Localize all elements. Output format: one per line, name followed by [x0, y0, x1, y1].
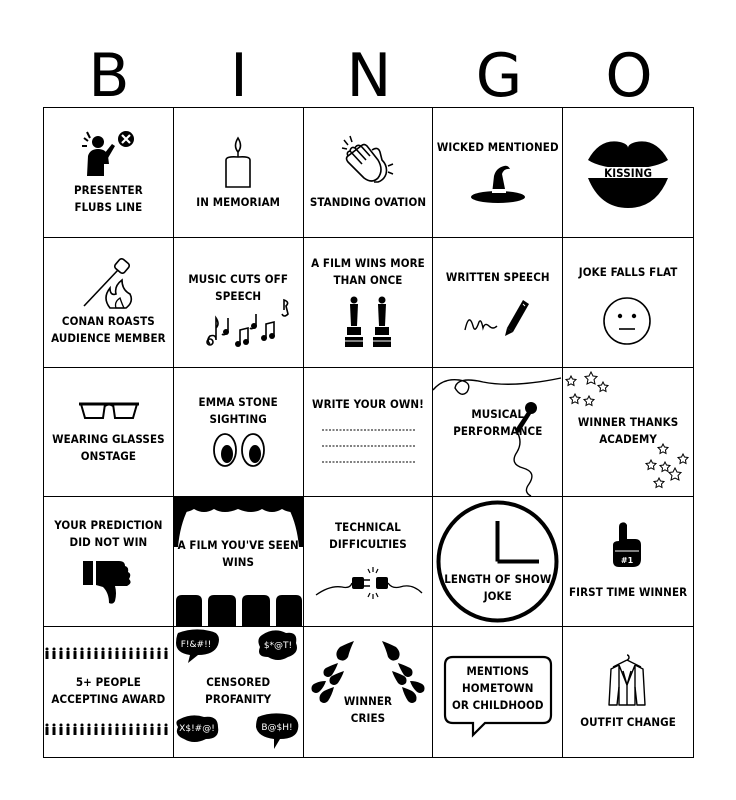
title-letter-i: I: [230, 41, 248, 111]
bingo-cell-technical-difficulties[interactable]: [304, 497, 434, 627]
cell-label: MUSICAL PERFORMANCE: [453, 406, 543, 438]
bingo-cell-censored-profanity[interactable]: [174, 627, 304, 757]
bingo-grid: [43, 107, 694, 758]
witch-hat-icon: [470, 166, 526, 206]
flub-icon: [82, 130, 134, 176]
bingo-cell-a-film-wins-more-than-once[interactable]: [304, 238, 434, 368]
cell-label: WICKED MENTIONED: [436, 140, 559, 154]
oscar-statues-icon: [340, 296, 396, 348]
pen-signature-icon: [463, 292, 533, 338]
bingo-cell-wearing-glasses-onstage[interactable]: [44, 368, 174, 498]
suit-jacket-icon: [607, 655, 647, 707]
bingo-cell-conan-roasts-audience-member[interactable]: [44, 238, 174, 368]
cell-label: MUSIC CUTS OFF SPEECH: [188, 271, 288, 303]
music-notes-icon: [204, 300, 294, 352]
neutral-face-icon: [602, 296, 652, 346]
title-letter-o: O: [605, 41, 653, 111]
cell-label: LENGTH OF SHOW JOKE: [444, 572, 552, 604]
bingo-title: [44, 41, 694, 111]
thumbs-down-icon: [83, 559, 135, 605]
cell-label: EMMA STONE SIGHTING: [198, 394, 278, 426]
cell-label: A FILM YOU'VE SEEN WINS: [177, 538, 299, 570]
cell-label: FIRST TIME WINNER: [569, 585, 688, 600]
bingo-cell-winner-thanks-academy[interactable]: [563, 368, 693, 498]
cell-label: 5+ PEOPLE ACCEPTING AWARD: [51, 675, 166, 707]
cell-label: YOUR PREDICTION DID NOT WIN: [54, 518, 163, 550]
cell-label: JOKE FALLS FLAT: [578, 264, 678, 279]
bingo-cell-standing-ovation[interactable]: [304, 108, 434, 238]
cell-label: WRITE YOUR OWN!: [312, 396, 424, 411]
title-letter-g: G: [475, 41, 523, 111]
bingo-cell-kissing[interactable]: [563, 108, 693, 238]
title-letter-n: N: [346, 41, 392, 111]
cell-label: STANDING OVATION: [309, 195, 427, 209]
bingo-cell-winner-cries[interactable]: [304, 627, 434, 757]
marshmallow-fire-icon: [82, 258, 138, 310]
unplugged-icon: [316, 565, 422, 601]
bingo-cell-written-speech[interactable]: [433, 238, 563, 368]
bingo-cell-length-of-show-joke[interactable]: [433, 497, 563, 627]
cell-label: MENTIONS HOMETOWN OR CHILDHOOD: [451, 664, 544, 713]
crowd-icon: [44, 647, 173, 659]
bubble-text: X$!#@!: [178, 724, 215, 735]
bingo-cell-write-your-own[interactable]: [304, 368, 434, 498]
cell-label: WRITTEN SPEECH: [445, 269, 550, 284]
candle-icon: [224, 136, 252, 190]
bubble-text: F!&#!!: [180, 640, 212, 651]
write-lines-icon: [320, 424, 418, 468]
bubble-text: $*@T!: [263, 641, 292, 652]
teardrops-icon: [304, 627, 433, 756]
cell-label: KISSING: [604, 166, 653, 180]
cell-label: WINNER THANKS ACADEMY: [577, 414, 679, 446]
bingo-cell-5-plus-people-accepting-award[interactable]: [44, 627, 174, 757]
bingo-cell-presenter-flubs-line[interactable]: [44, 108, 174, 238]
cell-label: A FILM WINS MORE THAN ONCE: [311, 255, 425, 287]
bubble-text: B@$H!: [261, 723, 293, 734]
cell-label: IN MEMORIAM: [196, 195, 281, 209]
title-letter-b: B: [88, 41, 130, 111]
bingo-cell-emma-stone-sighting[interactable]: [174, 368, 304, 498]
eyes-icon: [212, 432, 266, 468]
cell-label: WEARING GLASSES ONSTAGE: [52, 431, 165, 463]
cell-label: CONAN ROASTS AUDIENCE MEMBER: [51, 313, 166, 345]
cell-label: CENSORED PROFANITY: [205, 675, 272, 707]
glasses-icon: [79, 402, 139, 422]
crowd-icon: [44, 723, 173, 735]
cell-label: WINNER CRIES: [343, 694, 393, 726]
clock-icon: [435, 499, 560, 624]
bingo-cell-joke-falls-flat[interactable]: [563, 238, 693, 368]
svg-text:#1: #1: [621, 556, 634, 566]
clapping-hands-icon: [342, 136, 394, 186]
bingo-cell-first-time-winner[interactable]: [563, 497, 693, 627]
bingo-cell-wicked-mentioned[interactable]: [433, 108, 563, 238]
bingo-cell-outfit-change[interactable]: [563, 627, 693, 757]
bingo-cell-in-memoriam[interactable]: [174, 108, 304, 238]
bingo-cell-music-cuts-off-speech[interactable]: [174, 238, 304, 368]
cell-label: TECHNICAL DIFFICULTIES: [329, 520, 407, 552]
cell-label: PRESENTER FLUBS LINE: [74, 183, 143, 214]
foam-finger-icon: [611, 521, 643, 569]
bingo-cell-your-prediction-did-not-win[interactable]: [44, 497, 174, 627]
bingo-cell-a-film-youve-seen-wins[interactable]: [174, 497, 304, 627]
bingo-cell-mentions-hometown-or-childhood[interactable]: [433, 627, 563, 757]
bingo-cell-musical-performance[interactable]: [433, 368, 563, 498]
cell-label: OUTFIT CHANGE: [580, 715, 676, 730]
